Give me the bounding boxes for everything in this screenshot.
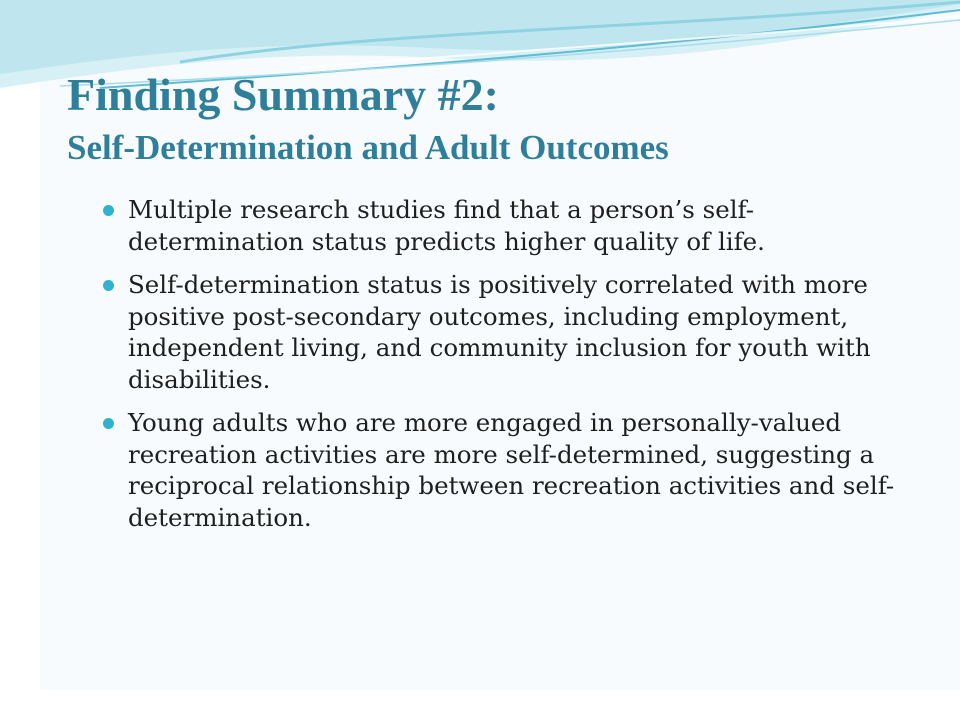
bullet-item — [103, 407, 903, 533]
bullet-text: Self-determination status is positively correlated with more positive post-secondary outcomes, including employment, independent living, and community inclusion for youth with disabilities. — [128, 270, 871, 394]
bullet-item — [103, 194, 903, 257]
bullet-text: Multiple research studies find that a person’s self-determination status predicts higher quality of life. — [128, 195, 765, 256]
bullet-item — [103, 269, 903, 395]
bullet-dot-icon — [103, 205, 114, 216]
slide-title — [67, 69, 927, 167]
bullet-dot-icon — [103, 280, 114, 291]
bullet-list — [103, 194, 903, 545]
bullet-dot-icon — [103, 418, 114, 429]
title-line-1: Finding Summary #2: — [67, 69, 499, 120]
bullet-text: Young adults who are more engaged in personally-valued recreation activities are more self-determined, suggesting a reciprocal relationship between recreation activities and self-determination. — [128, 408, 895, 532]
title-line-2: Self-Determination and Adult Outcomes — [67, 128, 669, 167]
